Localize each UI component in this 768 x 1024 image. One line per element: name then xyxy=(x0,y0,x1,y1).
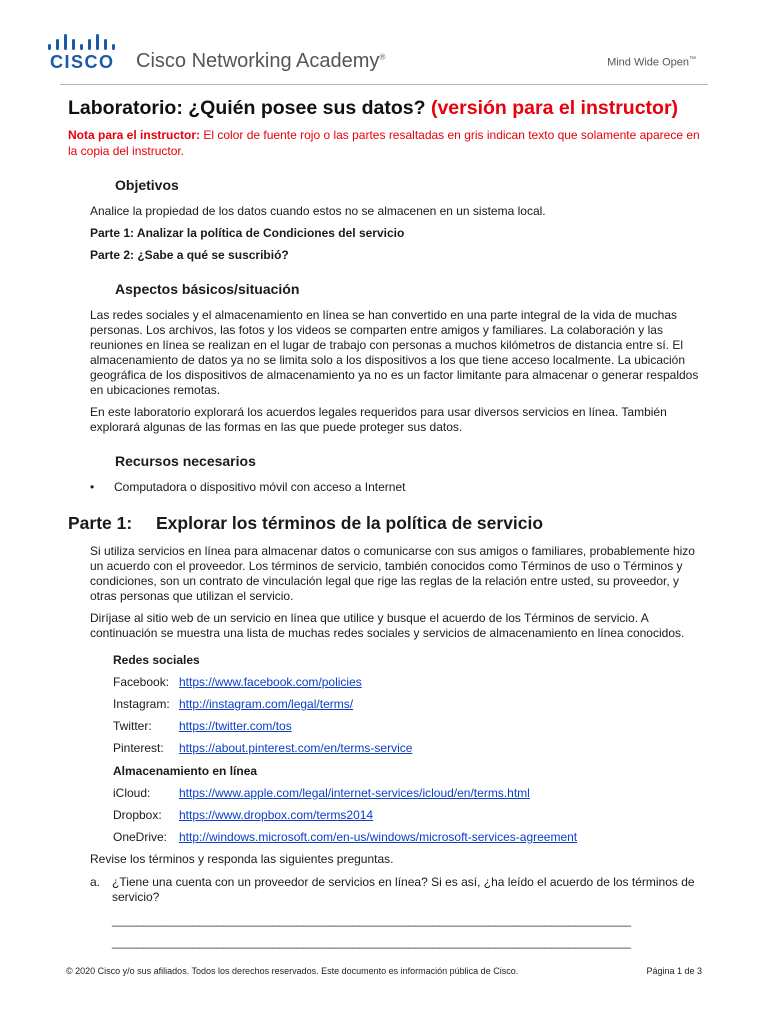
redes-sociales-link[interactable]: https://about.pinterest.com/en/terms-service xyxy=(179,741,413,755)
objetivo-parte-1: Parte 1: Analizar la política de Condiciones del servicio xyxy=(90,226,405,240)
brand-name: Cisco Networking Academy® xyxy=(136,50,386,72)
redes-sociales-label: Facebook: xyxy=(113,675,170,689)
header-divider xyxy=(60,84,708,85)
page-header xyxy=(0,0,768,86)
tagline: Mind Wide Open™ xyxy=(607,56,696,69)
almacenamiento-link[interactable]: https://www.apple.com/legal/internet-services/icloud/en/terms.html xyxy=(179,786,530,800)
objetivo-parte-2: Parte 2: ¿Sabe a qué se suscribió? xyxy=(90,248,289,262)
almacenamiento-label: Dropbox: xyxy=(113,808,162,822)
page-number: Página 1 de 3 xyxy=(646,966,702,976)
redes-sociales-list xyxy=(68,675,708,756)
redes-sociales-row xyxy=(113,719,708,734)
redes-sociales-link[interactable]: https://twitter.com/tos xyxy=(179,719,292,733)
almacenamiento-label: OneDrive: xyxy=(113,830,168,844)
redes-sociales-label: Twitter: xyxy=(113,719,152,733)
aspectos-paragraph-2: En este laboratorio explorará los acuerdos legales requeridos para usar diversos servicios en línea. También explorará algunas de las formas en las que puede proteger sus datos. xyxy=(90,405,667,434)
redes-sociales-link[interactable]: https://www.facebook.com/policies xyxy=(179,675,362,689)
bullet-icon: • xyxy=(90,480,95,494)
question-a: a. ¿Tiene una cuenta con un proveedor de servicios en línea? Si es así, ¿ha leído el acuerdo de los términos de servicio? xyxy=(90,875,695,904)
redes-sociales-label: Pinterest: xyxy=(113,741,164,755)
objetivos-intro: Analice la propiedad de los datos cuando estos no se almacenen en un sistema local. xyxy=(90,204,546,218)
redes-sociales-row xyxy=(113,741,708,756)
parte-1-heading: Parte 1: Explorar los términos de la política de servicio xyxy=(68,513,544,533)
lab-title: Laboratorio: ¿Quién posee sus datos? (versión para el instructor) xyxy=(68,97,679,119)
copyright-text: © 2020 Cisco y/o sus afiliados. Todos los derechos reservados. Este documento es información pública de Cisco. xyxy=(66,966,519,976)
almacenamiento-row xyxy=(113,786,708,801)
page-footer xyxy=(66,966,702,976)
recursos-list-item: • Computadora o dispositivo móvil con acceso a Internet xyxy=(90,480,406,494)
redes-sociales-row xyxy=(113,697,708,712)
almacenamiento-link[interactable]: https://www.dropbox.com/terms2014 xyxy=(179,808,374,822)
almacenamiento-list xyxy=(68,786,708,845)
document-body xyxy=(68,94,708,949)
almacenamiento-link[interactable]: http://windows.microsoft.com/en-us/windows/microsoft-services-agreement xyxy=(179,830,578,844)
redes-sociales-heading: Redes sociales xyxy=(113,653,200,667)
parte-1-paragraph-1: Si utiliza servicios en línea para almacenar datos o comunicarse con sus amigos o familiares, probablemente hizo un acuerdo con el proveedor. Los términos de servicio, también conocidos como Términos de uso o Términos y condiciones, son un contrato de vinculación legal que rige las reglas de la relación entre usted, su proveedor, y otras personas que utilizan el servicio. xyxy=(90,544,695,603)
instructor-note: Nota para el instructor: El color de fuente rojo o las partes resaltadas en gris indican texto que solamente aparece en la copia del instructor. xyxy=(68,128,700,158)
answer-line[interactable]: ____________________________________________________________________________________ xyxy=(112,935,631,949)
recursos-heading: Recursos necesarios xyxy=(115,453,256,469)
objetivos-heading: Objetivos xyxy=(115,177,179,193)
almacenamiento-row xyxy=(113,808,708,823)
redes-sociales-link[interactable]: http://instagram.com/legal/terms/ xyxy=(179,697,354,711)
answer-line[interactable]: ____________________________________________________________________________________ xyxy=(112,913,631,927)
redes-sociales-label: Instagram: xyxy=(113,697,170,711)
redes-sociales-row xyxy=(113,675,708,690)
aspectos-heading: Aspectos básicos/situación xyxy=(115,281,300,297)
revise-instruction: Revise los términos y responda las siguientes preguntas. xyxy=(90,852,394,866)
almacenamiento-row xyxy=(113,830,708,845)
aspectos-paragraph-1: Las redes sociales y el almacenamiento en línea se han convertido en una parte integral de la vida de muchas personas. Los archivos, las fotos y los videos se comparten entre amigos y familiares. La colaboración y las reuniones en línea se realizan en el lugar de trabajo con personas a muchos kilómetros de distancia entre sí. El almacenamiento de datos ya no se limita solo a los dispositivos a los que tiene acceso localmente. La ubicación geográfica de los dispositivos de almacenamiento ya no es un factor limitante para almacenar o generar respaldos en ubicaciones remotas. xyxy=(90,308,699,397)
almacenamiento-heading: Almacenamiento en línea xyxy=(113,764,258,778)
almacenamiento-label: iCloud: xyxy=(113,786,151,800)
cisco-logo-text: CISCO xyxy=(50,52,115,72)
parte-1-paragraph-2: Diríjase al sitio web de un servicio en línea que utilice y busque el acuerdo de los Términos de servicio. A continuación se muestra una lista de muchas redes sociales y servicios de almacenamiento en línea conocidos. xyxy=(90,611,685,640)
